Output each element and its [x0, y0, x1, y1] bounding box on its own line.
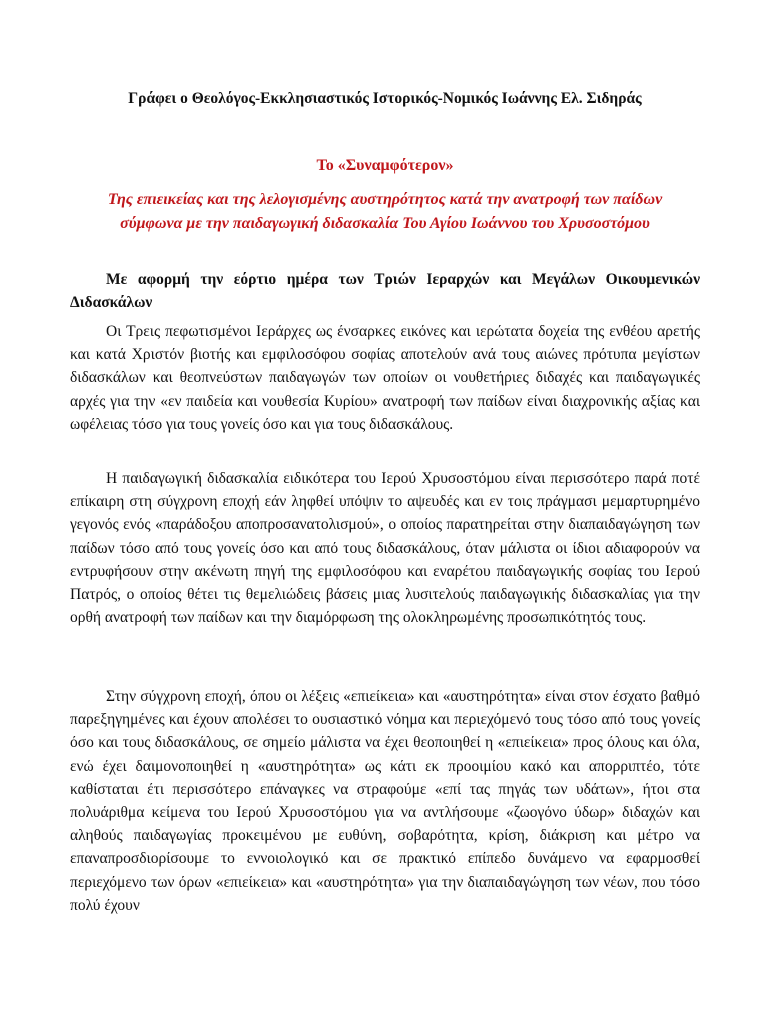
author-line: Γράφει ο Θεολόγος-Εκκλησιαστικός Ιστορικός-Νομικός Ιωάννης Ελ. Σιδηράς	[128, 90, 642, 107]
occasion-heading: Με αφορμή την εόρτιο ημέρα των Τριών Ιεραρχών και Μεγάλων Οικουμενικών Διδασκάλων	[70, 271, 700, 311]
body-paragraph: Οι Τρεις πεφωτισμένοι Ιεράρχες ως ένσαρκες εικόνες και ιερώτατα δοχεία της ενθέου αρετής και κατά Χριστόν βιοτής και εμφιλοσόφου σοφίας αποτελούν ανά τους αιώνες πρότυπα μεγίστων διδασκάλων και θεοπνεύστων παιδαγωγών των οποίων οι νουθετήριες διδαχές και παιδαγωγικές αρχές για την «εν παιδεία και νουθεσία Κυρίου» ανατροφή των παίδων είναι διαχρονικής αξίας και ωφέλειας τόσο για τους γονείς όσο και για τους διδασκάλους.	[70, 323, 700, 433]
document-title: Το «Συναμφότερον»	[316, 157, 454, 174]
body-paragraph: Η παιδαγωγική διδασκαλία ειδικότερα του Ιερού Χρυσοστόμου είναι περισσότερο παρά ποτέ επίκαιρη στη σύγχρονη εποχή εάν ληφθεί υπόψιν το αψευδές και εν τοις πράγμασι μεμαρτυρημένο γεγονός ενός «παράδοξου αποπροσανατολισμού», ο οποίος παρατηρείται στην διαπαιδαγώγηση των παίδων τόσο από τους γονείς όσο και από τους διδασκάλους, όταν μάλιστα οι ίδιοι αδιαφορούν να εντρυφήσουν στην ακένωτη πηγή της εμφιλοσόφου και εναρέτου παιδαγωγικής σοφίας του Ιερού Πατρός, ο οποίος θέτει τις θεμελιώδεις βάσεις μιας λυσιτελούς παιδαγωγικής διδασκαλίας για την ορθή ανατροφή των παίδων και την διαμόρφωση της ολοκληρωμένης προσωπικότητός τους.	[70, 470, 700, 627]
document-subtitle: Της επιεικείας και της λελογισμένης αυστηρότητος κατά την ανατροφή των παίδων σύμφωνα με την παιδαγωγική διδασκαλία Του Αγίου Ιωάννου του Χρυσοστόμου	[107, 191, 663, 232]
body-paragraph: Στην σύγχρονη εποχή, όπου οι λέξεις «επιείκεια» και «αυστηρότητα» είναι στον έσχατο βαθμό παρεξηγημένες και έχουν απολέσει το ουσιαστικό νόημα και περιεχόμενό τους τόσο από τους γονείς όσο και τους διδασκάλους, σε σημείο μάλιστα να έχει θεοποιηθεί η «επιείκεια» προς όλους και όλα, ενώ έχει δαιμονοποιηθεί η «αυστηρότητα» ως κάτι εκ προοιμίου κακό και απορριπτέο, τότε καθίσταται έτι περισσότερο επάναγκες να στραφούμε «επί τας πηγάς των υδάτων», ήτοι στα πολυάριθμα κείμενα του Ιερού Χρυσοστόμου για να αντλήσουμε «ζωογόνο ύδωρ» διδαχών και αληθούς παιδαγωγίας προκειμένου με ευθύνη, σοβαρότητα, κρίση, διάκριση και μέτρο να επαναπροσδιορίσουμε το εννοιολογικό και σε πρακτικό επίπεδο δυνάμενο να εφαρμοσθεί περιεχόμενο των όρων «επιείκεια» και «αυστηρότητα» για την διαπαιδαγώγηση των νέων, που τόσο πολύ έχουν	[70, 688, 700, 914]
